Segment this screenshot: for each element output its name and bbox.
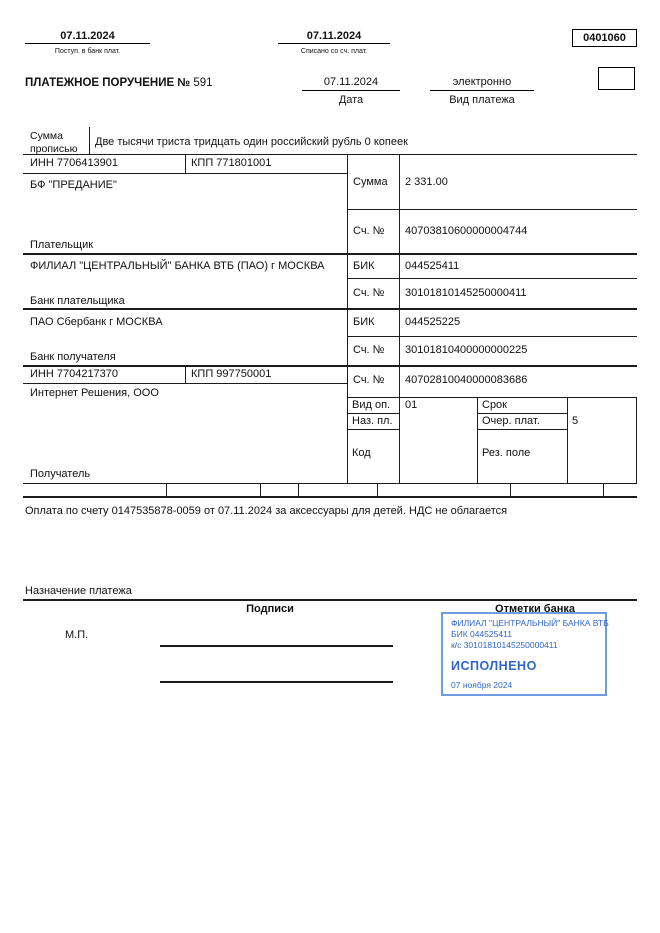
table-line bbox=[23, 496, 637, 498]
signature-line bbox=[160, 681, 393, 683]
payee-inn: ИНН 7704217370 bbox=[30, 368, 119, 380]
signature-line bbox=[160, 645, 393, 647]
table-line bbox=[166, 483, 167, 497]
table-line bbox=[477, 429, 567, 430]
payer-inn: ИНН 7706413901 bbox=[30, 157, 119, 169]
payee-kpp: КПП 997750001 bbox=[191, 368, 272, 380]
table-line bbox=[567, 397, 568, 484]
payee-name: Интернет Решения, ООО bbox=[30, 387, 159, 399]
doc-date-label: Дата bbox=[338, 94, 364, 106]
payment-kind-field bbox=[430, 76, 534, 91]
stamp-date: 07 ноября 2024 bbox=[451, 680, 513, 690]
table-line bbox=[23, 173, 347, 174]
document-number: 591 bbox=[193, 77, 213, 89]
bank-marks-label: Отметки банка bbox=[495, 603, 575, 615]
stamp-corr-account: к/с 30101810145250000411 bbox=[451, 640, 558, 650]
table-line bbox=[347, 209, 637, 210]
payer-bank-bik: 044525411 bbox=[405, 260, 460, 272]
table-line bbox=[636, 397, 637, 484]
doc-date: 07.11.2024 bbox=[323, 76, 379, 88]
table-line bbox=[510, 483, 511, 497]
table-line bbox=[89, 127, 90, 154]
received-date-label: Поступ. в банк плат. bbox=[54, 48, 121, 55]
table-line bbox=[377, 483, 378, 497]
debited-date-label: Списано со сч. плат. bbox=[300, 48, 368, 55]
table-line bbox=[477, 397, 478, 484]
payee-account-label: Сч. № bbox=[353, 374, 385, 386]
signatures-label: Подписи bbox=[246, 603, 294, 615]
table-line bbox=[23, 483, 637, 484]
payee-bank-label: Банк получателя bbox=[30, 351, 116, 363]
payee-label: Получатель bbox=[30, 468, 91, 480]
stamp-bik: БИК 044525411 bbox=[451, 629, 512, 639]
table-line bbox=[23, 154, 637, 155]
payer-bank-account: 30101810145250000411 bbox=[405, 287, 527, 299]
bank-execution-stamp bbox=[441, 612, 607, 696]
sum-label: Сумма bbox=[353, 176, 388, 188]
amount-words-label: Сумма прописью bbox=[30, 130, 78, 155]
payer-bank-name: ФИЛИАЛ "ЦЕНТРАЛЬНЫЙ" БАНКА ВТБ (ПАО) г МОСКВА bbox=[30, 260, 325, 272]
payment-kind: электронно bbox=[452, 76, 512, 88]
payer-account-label: Сч. № bbox=[353, 225, 385, 237]
table-line bbox=[603, 483, 604, 497]
payer-bank-account-label: Сч. № bbox=[353, 287, 385, 299]
payment-kind-label: Вид платежа bbox=[449, 94, 515, 106]
table-line bbox=[298, 483, 299, 497]
payee-bank-name: ПАО Сбербанк г МОСКВА bbox=[30, 316, 163, 328]
amount-in-words: Две тысячи триста тридцать один российский рубль 0 копеек bbox=[95, 136, 408, 148]
payer-label: Плательщик bbox=[30, 239, 94, 251]
payee-account: 40702810040000083686 bbox=[405, 374, 528, 386]
form-code-box: 0401060 bbox=[572, 29, 637, 47]
reserve-field-label: Рез. поле bbox=[482, 447, 531, 459]
table-line bbox=[347, 278, 637, 279]
priority-value: 5 bbox=[572, 415, 579, 427]
purpose-text: Оплата по счету 0147535878-0059 от 07.11.2024 за аксессуары для детей. НДС не облагается bbox=[25, 505, 508, 517]
payee-bank-bik-label: БИК bbox=[353, 316, 375, 328]
table-line bbox=[185, 365, 186, 383]
document-title: ПЛАТЕЖНОЕ ПОРУЧЕНИЕ № bbox=[25, 77, 191, 89]
priority-label: Очер. плат. bbox=[482, 415, 540, 427]
op-kind-label: Вид оп. bbox=[352, 399, 391, 411]
received-date: 07.11.2024 bbox=[60, 30, 115, 42]
payer-bank-label: Банк плательщика bbox=[30, 295, 125, 307]
payer-bank-bik-label: БИК bbox=[353, 260, 375, 272]
table-line bbox=[23, 365, 637, 367]
purpose-separator-line bbox=[23, 599, 637, 601]
payer-name: БФ "ПРЕДАНИЕ" bbox=[30, 179, 117, 191]
table-line bbox=[347, 429, 399, 430]
payer-kpp: КПП 771801001 bbox=[191, 157, 272, 169]
stamp-bank-name: ФИЛИАЛ "ЦЕНТРАЛЬНЫЙ" БАНКА ВТБ bbox=[451, 618, 609, 628]
doc-date-field bbox=[302, 76, 400, 91]
code-label: Код bbox=[352, 447, 371, 459]
op-kind-value: 01 bbox=[405, 399, 418, 411]
table-line bbox=[185, 154, 186, 173]
payee-bank-account: 30101810400000000225 bbox=[405, 344, 528, 356]
term-label: Срок bbox=[482, 399, 507, 411]
naz-pl-label: Наз. пл. bbox=[352, 415, 393, 427]
header-empty-box bbox=[598, 67, 635, 90]
table-line bbox=[347, 336, 637, 337]
table-line bbox=[347, 154, 348, 484]
payee-bank-account-label: Сч. № bbox=[353, 344, 385, 356]
received-date-field bbox=[25, 30, 150, 44]
table-line bbox=[23, 383, 347, 384]
purpose-label: Назначение платежа bbox=[25, 585, 132, 597]
debited-date-field bbox=[278, 30, 390, 44]
table-line bbox=[260, 483, 261, 497]
debited-date: 07.11.2024 bbox=[306, 30, 362, 42]
stamp-status: ИСПОЛНЕНО bbox=[451, 659, 537, 673]
table-line bbox=[399, 154, 400, 484]
sum-value: 2 331.00 bbox=[405, 176, 448, 188]
mp-label: М.П. bbox=[65, 629, 89, 641]
payer-account: 40703810600000004744 bbox=[405, 225, 528, 237]
payee-bank-bik: 044525225 bbox=[405, 316, 461, 328]
document-title-row bbox=[25, 77, 213, 89]
table-line bbox=[23, 253, 637, 255]
table-line bbox=[23, 308, 637, 310]
